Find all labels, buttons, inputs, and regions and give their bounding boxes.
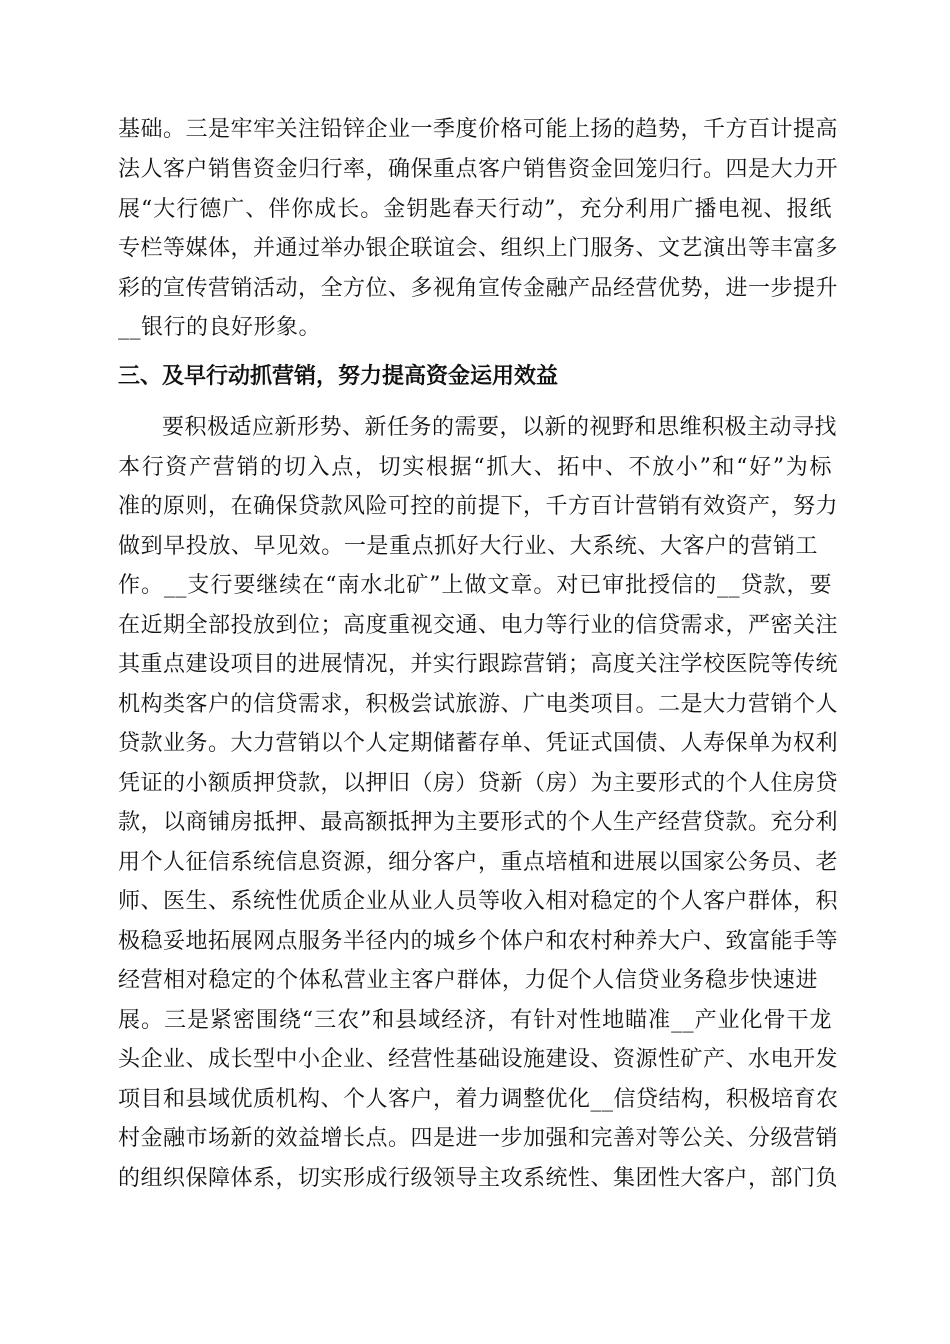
paragraph-line: 法人客户销售资金归行率，确保重点客户销售资金回笼归行。四是大力开: [118, 157, 839, 182]
paragraph-line: 的组织保障体系，切实形成行级领导主攻系统性、集团性大客户，部门负: [118, 1166, 839, 1191]
paragraph-line: 村金融市场新的效益增长点。四是进一步加强和完善对等公关、分级营销: [118, 1126, 839, 1151]
paragraph-line: 机构类客户的信贷需求，积极尝试旅游、广电类项目。二是大力营销个人: [118, 692, 839, 717]
paragraph-line: 基础。三是牢牢关注铅锌企业一季度价格可能上扬的趋势，千方百计提高: [118, 117, 839, 142]
paragraph-line: 彩的宣传营销活动，全方位、多视角宣传金融产品经营优势，进一步提升: [118, 276, 839, 301]
paragraph-line: 贷款业务。大力营销以个人定期储蓄存单、凭证式国债、人寿保单为权利: [118, 731, 839, 756]
paragraph-line: 本行资产营销的切入点，切实根据“抓大、拓中、不放小”和“好”为标: [118, 455, 832, 480]
paragraph-line: 项目和县域优质机构、个人客户，着力调整优化__信贷结构，积极培育农: [118, 1087, 839, 1112]
paragraph-line: 准的原则，在确保贷款风险可控的前提下，千方百计营销有效资产，努力: [118, 494, 839, 519]
paragraph-line: 作。__支行要继续在“南水北矿”上做文章。对已审批授信的__贷款，要: [118, 573, 832, 598]
paragraph-line: 师、医生、系统性优质企业从业人员等收入相对稳定的个人客户群体，积: [118, 889, 839, 914]
paragraph-line: __银行的良好形象。: [118, 315, 322, 340]
paragraph-line: 专栏等媒体，并通过举办银企联谊会、组织上门服务、文艺演出等丰富多: [118, 236, 839, 261]
paragraph-line: 极稳妥地拓展网点服务半径内的城乡个体户和农村种养大户、致富能手等: [118, 929, 839, 954]
paragraph-line: 做到早投放、早见效。一是重点抓好大行业、大系统、大客户的营销工: [118, 534, 818, 559]
paragraph-line: 凭证的小额质押贷款，以押旧（房）贷新（房）为主要形式的个人住房贷: [118, 771, 839, 796]
paragraph-line: 其重点建设项目的进展情况，并实行跟踪营销；高度关注学校医院等传统: [118, 652, 839, 677]
paragraph-line: 头企业、成长型中小企业、经营性基础设施建设、资源性矿产、水电开发: [118, 1047, 839, 1072]
section-heading: 三、及早行动抓营销，努力提高资金运用效益: [118, 364, 559, 389]
paragraph-line: 用个人征信系统信息资源，细分客户，重点培植和进展以国家公务员、老: [118, 850, 839, 875]
paragraph-line: 展。三是紧密围绕“三农”和县域经济，有针对性地瞄准__产业化骨干龙: [118, 1008, 832, 1033]
paragraph-line: 要积极适应新形势、新任务的需要，以新的视野和思维积极主动寻找: [162, 415, 838, 440]
paragraph-line: 经营相对稳定的个体私营业主客户群体，力促个人信贷业务稳步快速进: [118, 968, 818, 993]
paragraph-line: 展“大行德广、伴你成长。金钥匙春天行动”，充分利用广播电视、报纸: [118, 197, 832, 222]
paragraph-line: 在近期全部投放到位；高度重视交通、电力等行业的信贷需求，严密关注: [118, 613, 839, 638]
paragraph-line: 款，以商铺房抵押、最高额抵押为主要形式的个人生产经营贷款。充分利: [118, 810, 839, 835]
